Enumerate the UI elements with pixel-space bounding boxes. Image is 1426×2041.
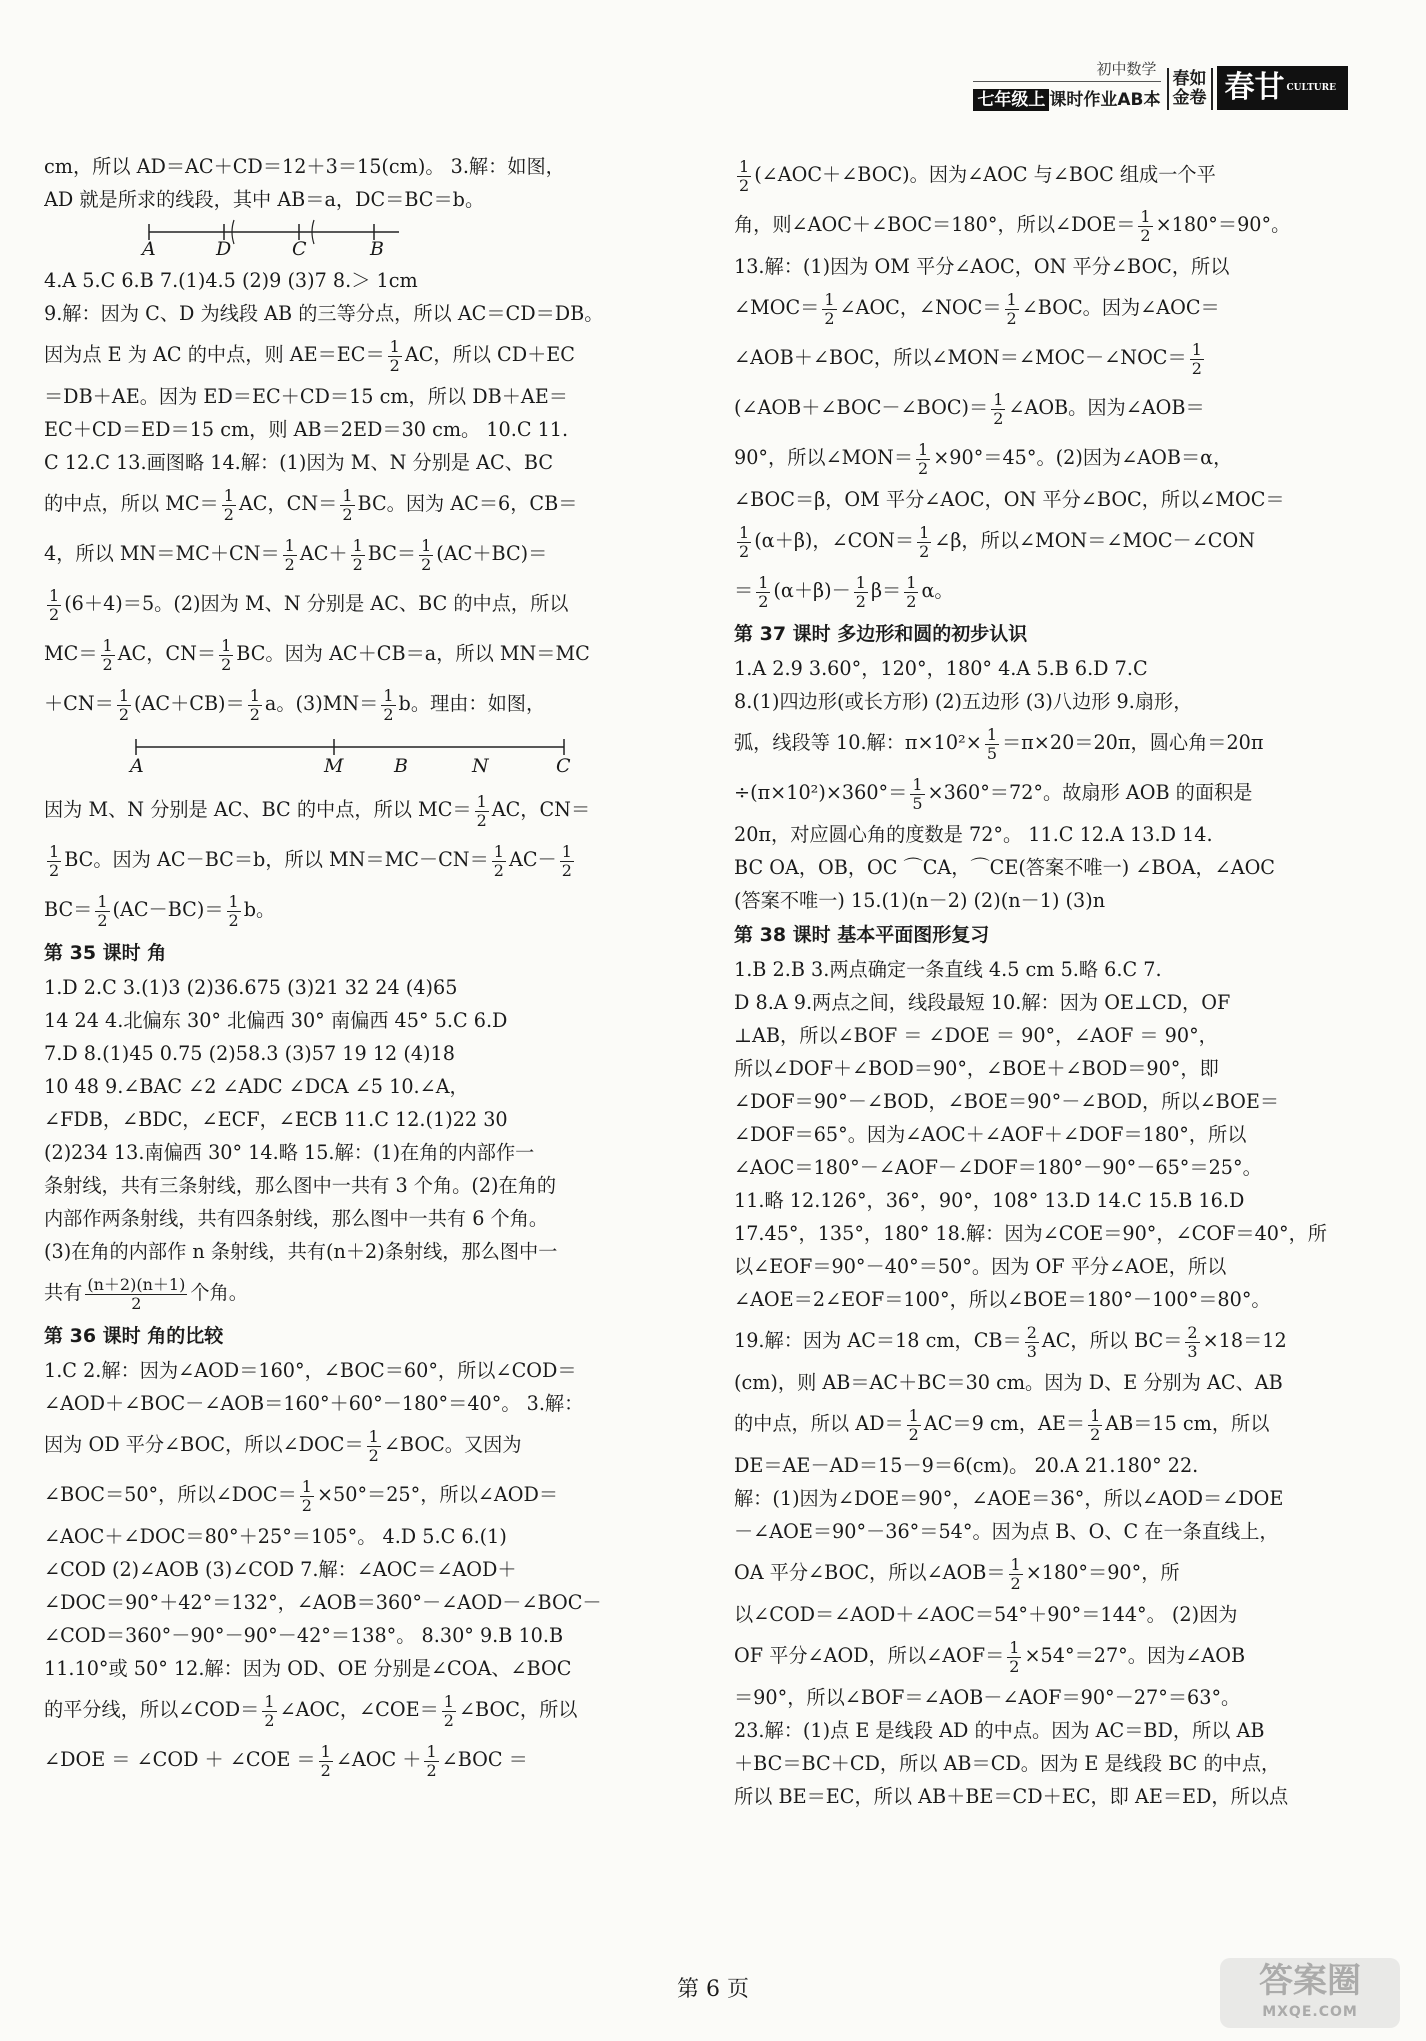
fraction: $\frac{1}{2}$	[476, 791, 487, 830]
fraction: $\frac{1}{2}$	[739, 156, 750, 195]
fraction: $\frac{1}{2}$	[102, 635, 113, 674]
fraction: $\frac{1}{2}$	[1090, 1405, 1101, 1444]
text-line: MC＝ $\frac{1}{2}$ AC，CN＝ $\frac{1}{2}$ BC。因为 AC＋CB＝a，所以 MN＝MC	[44, 635, 590, 674]
brand-logo	[1217, 66, 1349, 110]
section-heading-37: 第 37 课时 多边形和圆的初步认识	[734, 623, 1028, 645]
text-line: 11.略 12.126°，36°，90°，108° 13.D 14.C 15.B 16.D	[734, 1189, 1245, 1212]
text-line: ∠DOE ＝ ∠COD ＋ ∠COE ＝ $\frac{1}{2}$ ∠AOC ＋ $\frac{1}{2}$ ∠BOC ＝	[44, 1741, 528, 1780]
point-label: C	[292, 238, 307, 260]
fraction: $\frac{1}{2}$	[249, 685, 260, 724]
text-line: cm，所以 AD＝AC＋CD＝12＋3＝15(cm)。 3.解：如图，	[44, 155, 565, 178]
point-label: D	[216, 238, 232, 260]
fraction: $\frac{1}{2}$	[1009, 1637, 1020, 1676]
fraction: $\frac{1}{2}$	[421, 535, 432, 574]
text-line: 20π，对应圆心角的度数是 72°。 11.C 12.A 13.D 14.	[734, 823, 1213, 846]
fraction: $\frac{1}{2}$	[855, 572, 866, 611]
fraction: $\frac{1}{2}$	[97, 891, 108, 930]
text-line: 7.D 8.(1)45 0.75 (2)58.3 (3)57 19 12 (4)18	[44, 1042, 455, 1065]
point-label: M	[324, 755, 344, 777]
text-line: 1.B 2.B 3.两点确定一条直线 4.5 cm 5.略 6.C 7.	[734, 958, 1162, 981]
fraction: $\frac{1}{2}$	[908, 1405, 919, 1444]
text-line: 14 24 4.北偏东 30° 北偏西 30° 南偏西 45° 5.C 6.D	[44, 1009, 508, 1032]
text-line: 以∠COD＝∠AOD＋∠AOC＝54°＋90°＝144°。 (2)因为	[734, 1603, 1238, 1626]
text-line: ＝DB＋AE。因为 ED＝EC＋CD＝15 cm，所以 DB＋AE＝	[44, 385, 568, 408]
fraction: $\frac{1}{5}$	[912, 774, 923, 813]
logo-sub: CULTURE	[1286, 83, 1336, 93]
text-line: 10 48 9.∠BAC ∠2 ∠ADC ∠DCA ∠5 10.∠A，	[44, 1075, 469, 1098]
header-brand	[1167, 68, 1213, 110]
text-line: 的中点，所以 AD＝ $\frac{1}{2}$ AC＝9 cm，AE＝ $\frac{1}{2}$ AB＝15 cm，所以	[734, 1405, 1270, 1444]
text-line: 因为 OD 平分∠BOC，所以∠DOC＝ $\frac{1}{2}$ ∠BOC。又因为	[44, 1426, 522, 1465]
fraction: $\frac{1}{5}$	[986, 724, 997, 763]
text-line: 13.解：(1)因为 OM 平分∠AOC，ON 平分∠BOC，所以	[734, 255, 1230, 278]
text-line: 所以 BE＝EC，所以 AB＋BE＝CD＋EC，即 AE＝ED，所以点	[734, 1785, 1289, 1808]
fraction: $\frac{1}{2}$	[223, 485, 234, 524]
text-line: $\frac{1}{2}$ (∠AOC＋∠BOC)。因为∠AOC 与∠BOC 组成一个平	[739, 156, 1216, 195]
text-line: 1.D 2.C 3.(1)3 (2)36.675 (3)21 32 24 (4)65	[44, 976, 458, 999]
point-label: N	[472, 755, 489, 777]
text-line: ∠AOD＋∠BOC－∠AOB＝160°＋60°－180°＝40°。 3.解：	[44, 1392, 584, 1415]
text-line: 4，所以 MN＝MC＋CN＝ $\frac{1}{2}$ AC＋ $\frac{1}{2}$ BC＝ $\frac{1}{2}$ (AC＋BC)＝	[44, 535, 548, 574]
text-line: 11.10°或 50° 12.解：因为 OD、OE 分别是∠COA、∠BOC	[44, 1657, 572, 1680]
text-line: ＝90°，所以∠BOF＝∠AOB－∠AOF＝90°－27°＝63°。	[734, 1686, 1241, 1709]
fraction: $\frac{1}{2}$	[906, 572, 917, 611]
header-book-row	[973, 85, 1160, 110]
section-heading-36: 第 36 课时 角的比较	[44, 1325, 224, 1347]
text-line: EC＋CD＝ED＝15 cm，则 AB＝2ED＝30 cm。 10.C 11.	[44, 418, 569, 441]
point-label: A	[142, 238, 156, 260]
right-column	[734, 150, 1358, 1813]
text-line: $\frac{1}{2}$ BC。因为 AC－BC＝b，所以 MN＝MC－CN＝ $\frac{1}{2}$ AC－ $\frac{1}{2}$	[49, 841, 572, 880]
fraction: $\frac{1}{2}$	[301, 1476, 312, 1515]
text-line: 所以∠DOF＋∠BOD＝90°，∠BOE＋∠BOD＝90°，即	[734, 1057, 1219, 1080]
fraction: $\frac{2}{3}$	[1026, 1322, 1037, 1361]
text-line: ⊥AB，所以∠BOF ＝ ∠DOE ＝ 90°，∠AOF ＝ 90°，	[734, 1024, 1218, 1047]
header-text	[973, 58, 1160, 110]
section-heading-38: 第 38 课时 基本平面图形复习	[734, 924, 990, 946]
text-line: ＝ $\frac{1}{2}$ (α＋β)－ $\frac{1}{2}$ β＝ $\frac{1}{2}$ α。	[734, 572, 954, 611]
fraction: $\frac{1}{2}$	[284, 535, 295, 574]
fraction: $\frac{1}{2}$	[1010, 1554, 1021, 1593]
text-line: $\frac{1}{2}$ (α＋β)，∠CON＝ $\frac{1}{2}$ ∠β，所以∠MON＝∠MOC－∠CON	[739, 522, 1256, 561]
point-label: B	[370, 238, 384, 260]
fraction: $\frac{1}{2}$	[993, 389, 1004, 428]
text-line: 的中点，所以 MC＝ $\frac{1}{2}$ AC，CN＝ $\frac{1}{2}$ BC。因为 AC＝6，CB＝	[44, 485, 578, 524]
left-column	[44, 150, 666, 1785]
text-line: ∠AOE＝2∠EOF＝100°，所以∠BOE＝180°－100°＝80°。	[734, 1288, 1271, 1311]
text-line: 条射线，共有三条射线，那么图中一共有 3 个角。(2)在角的	[44, 1174, 557, 1197]
text-line: BC＝ $\frac{1}{2}$ (AC－BC)＝ $\frac{1}{2}$ b。	[44, 891, 276, 930]
fraction: $\frac{1}{2}$	[1006, 289, 1017, 328]
fraction: $\frac{1}{2}$	[49, 841, 60, 880]
text-line: ＋CN＝ $\frac{1}{2}$ (AC＋CB)＝ $\frac{1}{2}$ a。(3)MN＝ $\frac{1}{2}$ b。理由：如图，	[44, 685, 546, 724]
fraction: $\frac{1}{2}$	[368, 1426, 379, 1465]
fraction: $\frac{1}{2}$	[739, 522, 750, 561]
header-subject: 初中数学	[973, 58, 1160, 82]
fraction: $\frac{1}{2}$	[228, 891, 239, 930]
text-line: AD 就是所求的线段，其中 AB＝a，DC＝BC＝b。	[44, 188, 485, 211]
fraction: $\frac{1}{2}$	[493, 841, 504, 880]
segment-diagram-2	[44, 729, 666, 785]
text-line: C 12.C 13.画图略 14.解：(1)因为 M、N 分别是 AC、BC	[44, 451, 554, 474]
text-line: －∠AOE＝90°－36°＝54°。因为点 B、O、C 在一条直线上，	[734, 1520, 1279, 1543]
text-line: 19.解：因为 AC＝18 cm，CB＝ $\frac{2}{3}$ AC，所以 BC＝ $\frac{2}{3}$ ×18＝12	[734, 1322, 1287, 1361]
page-number: 第 6 页	[677, 1977, 749, 2002]
page-header	[973, 58, 1348, 110]
text-line: 解：(1)因为∠DOE＝90°，∠AOE＝36°，所以∠AOD＝∠DOE	[734, 1487, 1284, 1510]
text-line: BC OA，OB，OC ⌒CA，⌒CE(答案不唯一) ∠BOA，∠AOC	[734, 856, 1275, 879]
fraction: $\frac{1}{2}$	[389, 336, 400, 375]
point-label: B	[394, 755, 408, 777]
fraction: $\frac{1}{2}$	[426, 1741, 437, 1780]
text-line: 弧，线段等 10.解：π×10²× $\frac{1}{5}$ ＝π×20＝20π，圆心角＝20π	[734, 724, 1264, 763]
text-line: ∠BOC＝β，OM 平分∠AOC，ON 平分∠BOC，所以∠MOC＝	[734, 488, 1285, 511]
text-line: OA 平分∠BOC，所以∠AOB＝ $\frac{1}{2}$ ×180°＝90°，所	[734, 1554, 1180, 1593]
text-line: 因为 M、N 分别是 AC、BC 的中点，所以 MC＝ $\frac{1}{2}$ AC，CN＝	[44, 791, 591, 830]
watermark-text: 答案圈	[1259, 1961, 1361, 2001]
text-line: 的平分线，所以∠COD＝ $\frac{1}{2}$ ∠AOC，∠COE＝ $\frac{1}{2}$ ∠BOC，所以	[44, 1691, 578, 1730]
text-line: ∠AOC＝180°－∠AOF－∠DOF＝180°－90°－65°＝25°。	[734, 1156, 1262, 1179]
text-line: 1.A 2.9 3.60°，120°，180° 4.A 5.B 6.D 7.C	[734, 657, 1148, 680]
fraction: $\frac{(n+2)(n+1)}{2}$	[87, 1274, 186, 1313]
fraction: $\frac{1}{2}$	[1191, 339, 1202, 378]
text-line: ∠BOC＝50°，所以∠DOC＝ $\frac{1}{2}$ ×50°＝25°，所以∠AOD＝	[44, 1476, 559, 1515]
fraction: $\frac{2}{3}$	[1187, 1322, 1198, 1361]
fraction: $\frac{1}{2}$	[118, 685, 130, 724]
fraction: $\frac{1}{2}$	[383, 685, 394, 724]
text-line: 23.解：(1)点 E 是线段 AD 的中点。因为 AC＝BD，所以 AB	[734, 1719, 1265, 1742]
text-line: ＋BC＝BC＋CD，所以 AB＝CD。因为 E 是线段 BC 的中点，	[734, 1752, 1281, 1775]
text-line: 1.C 2.解：因为∠AOD＝160°，∠BOC＝60°，所以∠COD＝	[44, 1359, 577, 1382]
segment-diagram-1	[44, 216, 666, 264]
text-line: 因为点 E 为 AC 的中点，则 AE＝EC＝ $\frac{1}{2}$ AC，所以 CD＋EC	[44, 336, 575, 375]
text-line: OF 平分∠AOD，所以∠AOF＝ $\frac{1}{2}$ ×54°＝27°。因为∠AOB	[734, 1637, 1246, 1676]
fraction: $\frac{1}{2}$	[221, 635, 232, 674]
text-line: ∠AOB＋∠BOC，所以∠MON＝∠MOC－∠NOC＝ $\frac{1}{2}$	[734, 339, 1202, 378]
brand-bottom: 金卷	[1172, 88, 1207, 108]
fraction: $\frac{1}{2}$	[320, 1741, 331, 1780]
fraction: $\frac{1}{2}$	[1140, 206, 1151, 245]
watermark-url: MXQE.COM	[1262, 2004, 1358, 2020]
fraction: $\frac{1}{2}$	[352, 535, 363, 574]
text-line: ∠FDB，∠BDC，∠ECF，∠ECB 11.C 12.(1)22 30	[44, 1108, 508, 1131]
text-line: 以∠EOF＝90°－40°＝50°。因为 OF 平分∠AOE，所以	[734, 1255, 1227, 1278]
text-line: D 8.A 9.两点之间，线段最短 10.解：因为 OE⊥CD，OF	[734, 991, 1231, 1014]
text-line: ∠COD (2)∠AOB (3)∠COD 7.解：∠AOC＝∠AOD＋	[44, 1558, 517, 1581]
text-line: ÷(π×10²)×360°＝ $\frac{1}{5}$ ×360°＝72°。故扇形 AOB 的面积是	[734, 774, 1253, 813]
text-line: 4.A 5.C 6.B 7.(1)4.5 (2)9 (3)7 8.＞ 1cm	[44, 269, 418, 292]
fraction: $\frac{1}{2}$	[264, 1691, 275, 1730]
fraction: $\frac{1}{2}$	[443, 1691, 454, 1730]
logo-text: 春甘	[1224, 70, 1285, 105]
text-line: ∠DOC＝90°＋42°＝132°，∠AOB＝360°－∠AOD－∠BOC－	[44, 1591, 602, 1614]
text-line: (cm)，则 AB＝AC＋BC＝30 cm。因为 D、E 分别为 AC、AB	[734, 1371, 1283, 1394]
text-line: 17.45°，135°，180° 18.解：因为∠COE＝90°，∠COF＝40°，所	[734, 1222, 1327, 1245]
text-line: 共有 $\frac{(n+2)(n+1)}{2}$ 个角。	[44, 1274, 248, 1313]
text-line: 8.(1)四边形(或长方形) (2)五边形 (3)八边形 9.扇形，	[734, 690, 1193, 713]
fraction: $\frac{1}{2}$	[758, 572, 769, 611]
text-line: (2)234 13.南偏西 30° 14.略 15.解：(1)在角的内部作一	[44, 1141, 535, 1164]
text-line: ∠DOF＝90°－∠BOD，∠BOE＝90°－∠BOD，所以∠BOE＝	[734, 1090, 1280, 1113]
text-line: 9.解：因为 C、D 为线段 AB 的三等分点，所以 AC＝CD＝DB。	[44, 302, 604, 325]
fraction: $\frac{1}{2}$	[919, 522, 930, 561]
fraction: $\frac{1}{2}$	[561, 841, 572, 880]
text-line: ∠AOC＋∠DOC＝80°＋25°＝105°。 4.D 5.C 6.(1)	[44, 1525, 507, 1548]
text-line: (答案不唯一) 15.(1)(n－2) (2)(n－1) (3)n	[734, 889, 1106, 912]
text-line: (∠AOB＋∠BOC－∠BOC)＝ $\frac{1}{2}$ ∠AOB。因为∠AOB＝	[734, 389, 1205, 428]
point-label: C	[556, 755, 571, 777]
text-line: ∠MOC＝ $\frac{1}{2}$ ∠AOC，∠NOC＝ $\frac{1}{2}$ ∠BOC。因为∠AOC＝	[734, 289, 1220, 328]
text-line: ∠DOF＝65°。因为∠AOC＋∠AOF＋∠DOF＝180°，所以	[734, 1123, 1247, 1146]
fraction: $\frac{1}{2}$	[918, 439, 929, 478]
fraction: $\frac{1}{2}$	[342, 485, 353, 524]
text-line: DE＝AE－AD＝15－9＝6(cm)。 20.A 21.180° 22.	[734, 1454, 1199, 1477]
text-line: 90°，所以∠MON＝ $\frac{1}{2}$ ×90°＝45°。(2)因为∠AOB＝α，	[734, 439, 1233, 478]
header-book: 课时作业AB本	[1049, 90, 1161, 110]
text-line: (3)在角的内部作 n 条射线，共有(n＋2)条射线，那么图中一	[44, 1240, 558, 1263]
fraction: $\frac{1}{2}$	[824, 289, 835, 328]
fraction: $\frac{1}{2}$	[49, 585, 60, 624]
brand-top: 春如	[1172, 69, 1207, 89]
point-label: A	[130, 755, 144, 777]
text-line: 内部作两条射线，共有四条射线，那么图中一共有 6 个角。	[44, 1207, 549, 1230]
section-heading-35: 第 35 课时 角	[44, 942, 167, 964]
text-line: $\frac{1}{2}$ (6＋4)＝5。(2)因为 M、N 分别是 AC、BC 的中点，所以	[49, 585, 569, 624]
header-grade: 七年级上	[973, 89, 1049, 111]
text-line: 角，则∠AOC＋∠BOC＝180°，所以∠DOE＝ $\frac{1}{2}$ ×180°＝90°。	[734, 206, 1291, 245]
text-line: ∠COD＝360°－90°－90°－42°＝138°。 8.30° 9.B 10.B	[44, 1624, 564, 1647]
watermark-logo	[1220, 1958, 1400, 2028]
